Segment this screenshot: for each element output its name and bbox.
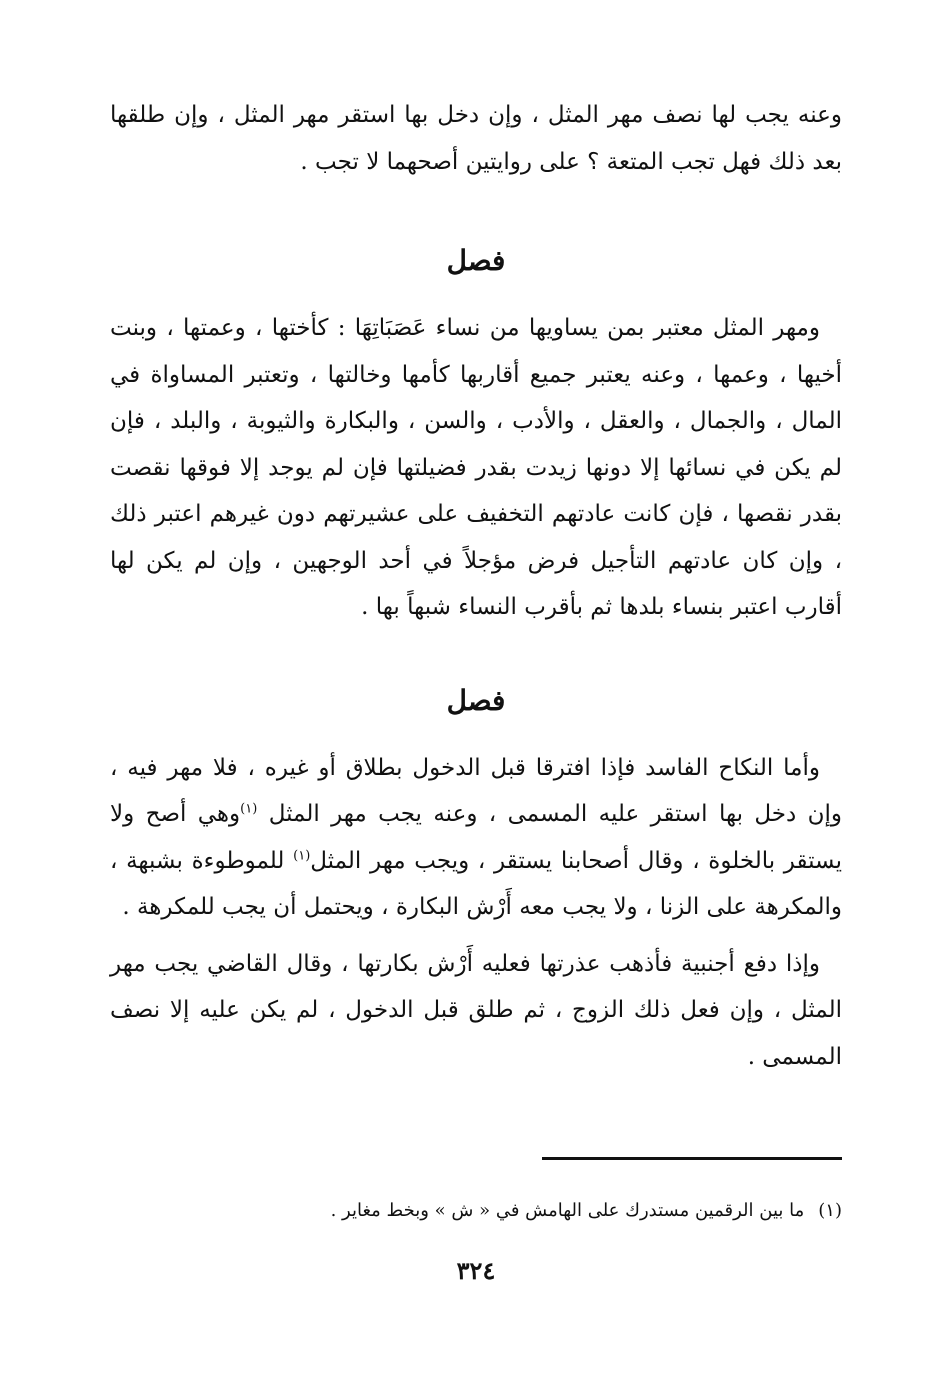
page-body: [110, 92, 842, 1080]
section-heading-1: فصل: [446, 244, 506, 277]
paragraph-ajnabiya: وإذا دفع أجنبية فأذهب عذرتها فعليه أَرْش بكارتها ، وقال القاضي يجب مهر المثل ، وإن فعل ذلك الزوج ، ثم طلق قبل الدخول ، لم يكن عليه إلا نصف المسمى .: [110, 950, 842, 1070]
footnote-reference: (١): [240, 801, 258, 817]
section-heading-2: فصل: [446, 683, 506, 717]
footnote-marker: (١): [818, 1200, 842, 1221]
paragraph-fasid-part-a: وأما النكاح الفاسد فإذا افترقا قبل الدخول بطلاق أو غيره ، فلا مهر فيه ، وإن دخل بها استقر عليه المسمى ، وعنه يجب مهر المثل: [110, 754, 842, 827]
paragraph-fasid-part-c: للموطوءة بشبهة ، والمكرهة على الزنا ، ولا يجب معه أَرْش البكارة ، ويحتمل أن يجب للمكرهة .: [110, 847, 842, 920]
footnote-divider: [542, 1157, 842, 1160]
paragraph-intro: وعنه يجب لها نصف مهر المثل ، وإن دخل بها استقر مهر المثل ، وإن طلقها بعد ذلك فهل تجب المتعة ؟ على روايتين أصحهما لا تجب .: [110, 102, 842, 175]
paragraph-fasid-marriage: [110, 745, 842, 931]
paragraph-fasid-part-b: وهي أصح ولا يستقر بالخلوة ، وقال أصحابنا يستقر ، ويجب مهر المثل: [110, 801, 842, 874]
footnote-reference: (١): [293, 847, 311, 863]
footnote: [110, 1196, 842, 1226]
footnote-text: ما بين الرقمين مستدرك على الهامش في « ش » وبخط مغاير .: [330, 1200, 805, 1221]
paragraph-mahr-al-mithl: ومهر المثل معتبر بمن يساويها من نساء عَصَبَاتِهَا : كأختها ، وعمتها ، وبنت أخيها ، وعمها ، وعنه يعتبر جميع أقاربها كأمها وخالتها ، وتعتبر المساواة في المال ، والجمال ، والعقل ، والأدب ، والسن ، والبكارة والثيوبة ، والبلد ، فإن لم يكن في نسائها إلا دونها زيدت بقدر فضيلتها فإن لم يوجد إلا فوقها نقصت بقدر نقصها ، فإن كانت عادتهم التخفيف على عشيرتهم دون غيرهم اعتبر ذلك ، وإن كان عادتهم التأجيل فرض مؤجلاً في أحد الوجهين ، وإن لم يكن لها أقارب اعتبر بنساء بلدها ثم بأقرب النساء شبهاً بها .: [110, 315, 842, 620]
page-number: ٣٢٤: [456, 1256, 496, 1285]
